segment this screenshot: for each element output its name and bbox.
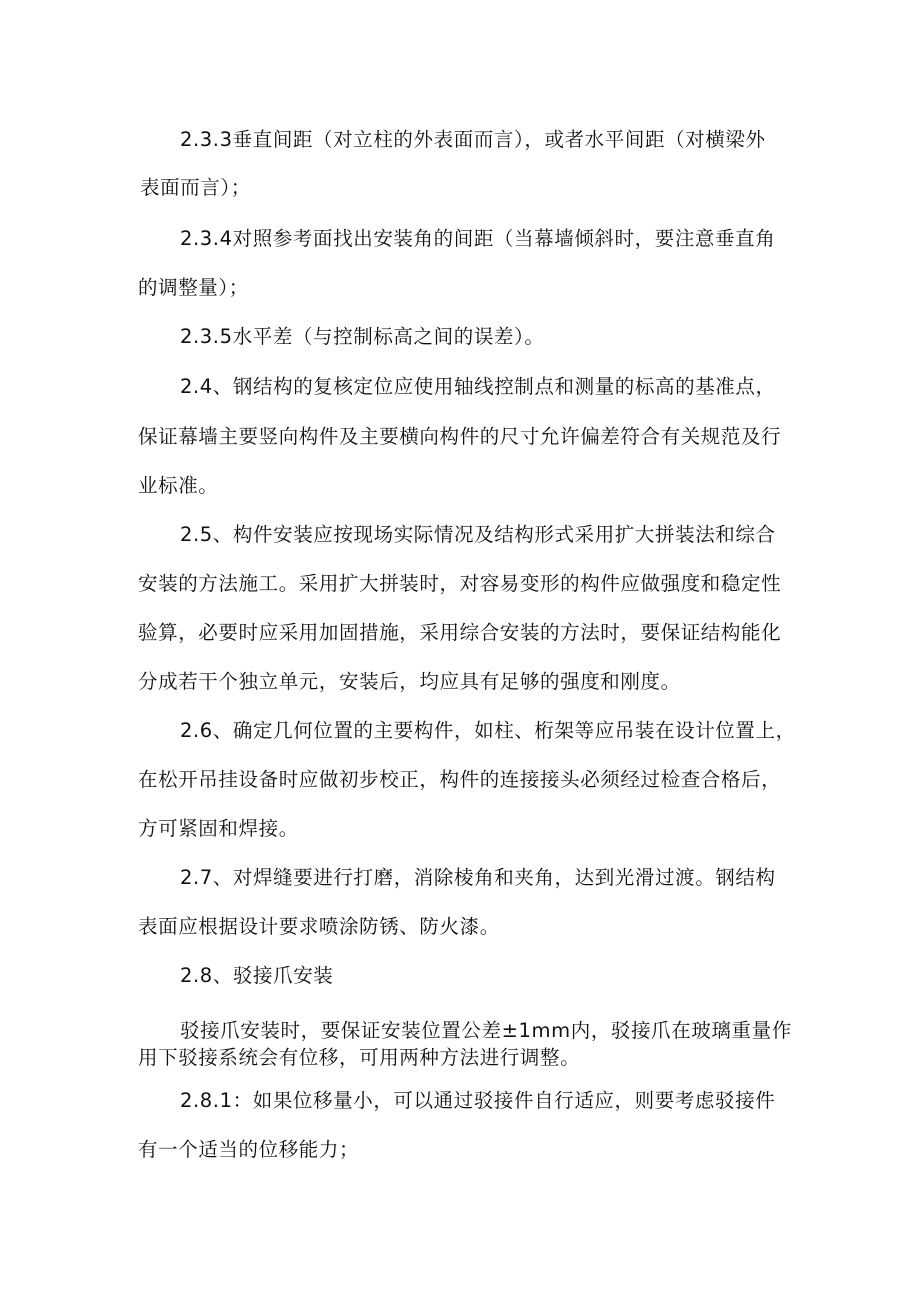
p-2-6-line-3: 方可紧固和焊接。	[138, 817, 299, 840]
p-2-5-line-1: 2.5、构件安装应按现场实际情况及结构形式采用扩大拼装法和综合	[180, 523, 776, 546]
p-2-8-1-line-2: 有一个适当的位移能力；	[138, 1138, 360, 1161]
p-2-8-body-line-1: 驳接爪安装时，要保证安装位置公差±1mm内，驳接爪在玻璃重量作	[180, 1019, 792, 1042]
p-2-8-heading: 2.8、驳接爪安装	[180, 964, 334, 987]
p-2-3-3-line-1: 2.3.3垂直间距（对立柱的外表面而言），或者水平间距（对横梁外	[180, 128, 766, 151]
p-2-5-line-2: 安装的方法施工。采用扩大拼装时，对容易变形的构件应做强度和稳定性	[138, 572, 782, 595]
p-2-8-1-line-1: 2.8.1：如果位移量小，可以通过驳接件自行适应，则要考虑驳接件	[180, 1089, 776, 1112]
p-2-4-line-1: 2.4、钢结构的复核定位应使用轴线控制点和测量的标高的基准点，	[180, 375, 776, 398]
p-2-7-line-1: 2.7、对焊缝要进行打磨，消除棱角和夹角，达到光滑过渡。钢结构	[180, 866, 776, 889]
p-2-3-4-line-2: 的调整量）；	[138, 276, 249, 299]
p-2-7-line-2: 表面应根据设计要求喷涂防锈、防火漆。	[138, 915, 500, 938]
p-2-3-4-line-1: 2.3.4对照参考面找出安装角的间距（当幕墙倾斜时，要注意垂直角	[180, 227, 776, 250]
p-2-3-5-line-1: 2.3.5水平差（与控制标高之间的误差）。	[180, 325, 545, 348]
p-2-6-line-1: 2.6、确定几何位置的主要构件，如柱、桁架等应吊装在设计位置上，	[180, 719, 796, 742]
p-2-8-body-line-2: 用下驳接系统会有位移，可用两种方法进行调整。	[138, 1046, 581, 1069]
p-2-4-line-2: 保证幕墙主要竖向构件及主要横向构件的尺寸允许偏差符合有关规范及行	[138, 425, 782, 448]
p-2-3-3-line-2: 表面而言）；	[140, 176, 251, 199]
p-2-5-line-3: 验算，必要时应采用加固措施，采用综合安装的方法时，要保证结构能化	[138, 621, 782, 644]
p-2-5-line-4: 分成若干个独立单元，安装后，均应具有足够的强度和刚度。	[138, 670, 681, 693]
p-2-6-line-2: 在松开吊挂设备时应做初步校正，构件的连接接头必须经过检查合格后，	[138, 768, 782, 791]
p-2-4-line-3: 业标准。	[138, 474, 219, 497]
